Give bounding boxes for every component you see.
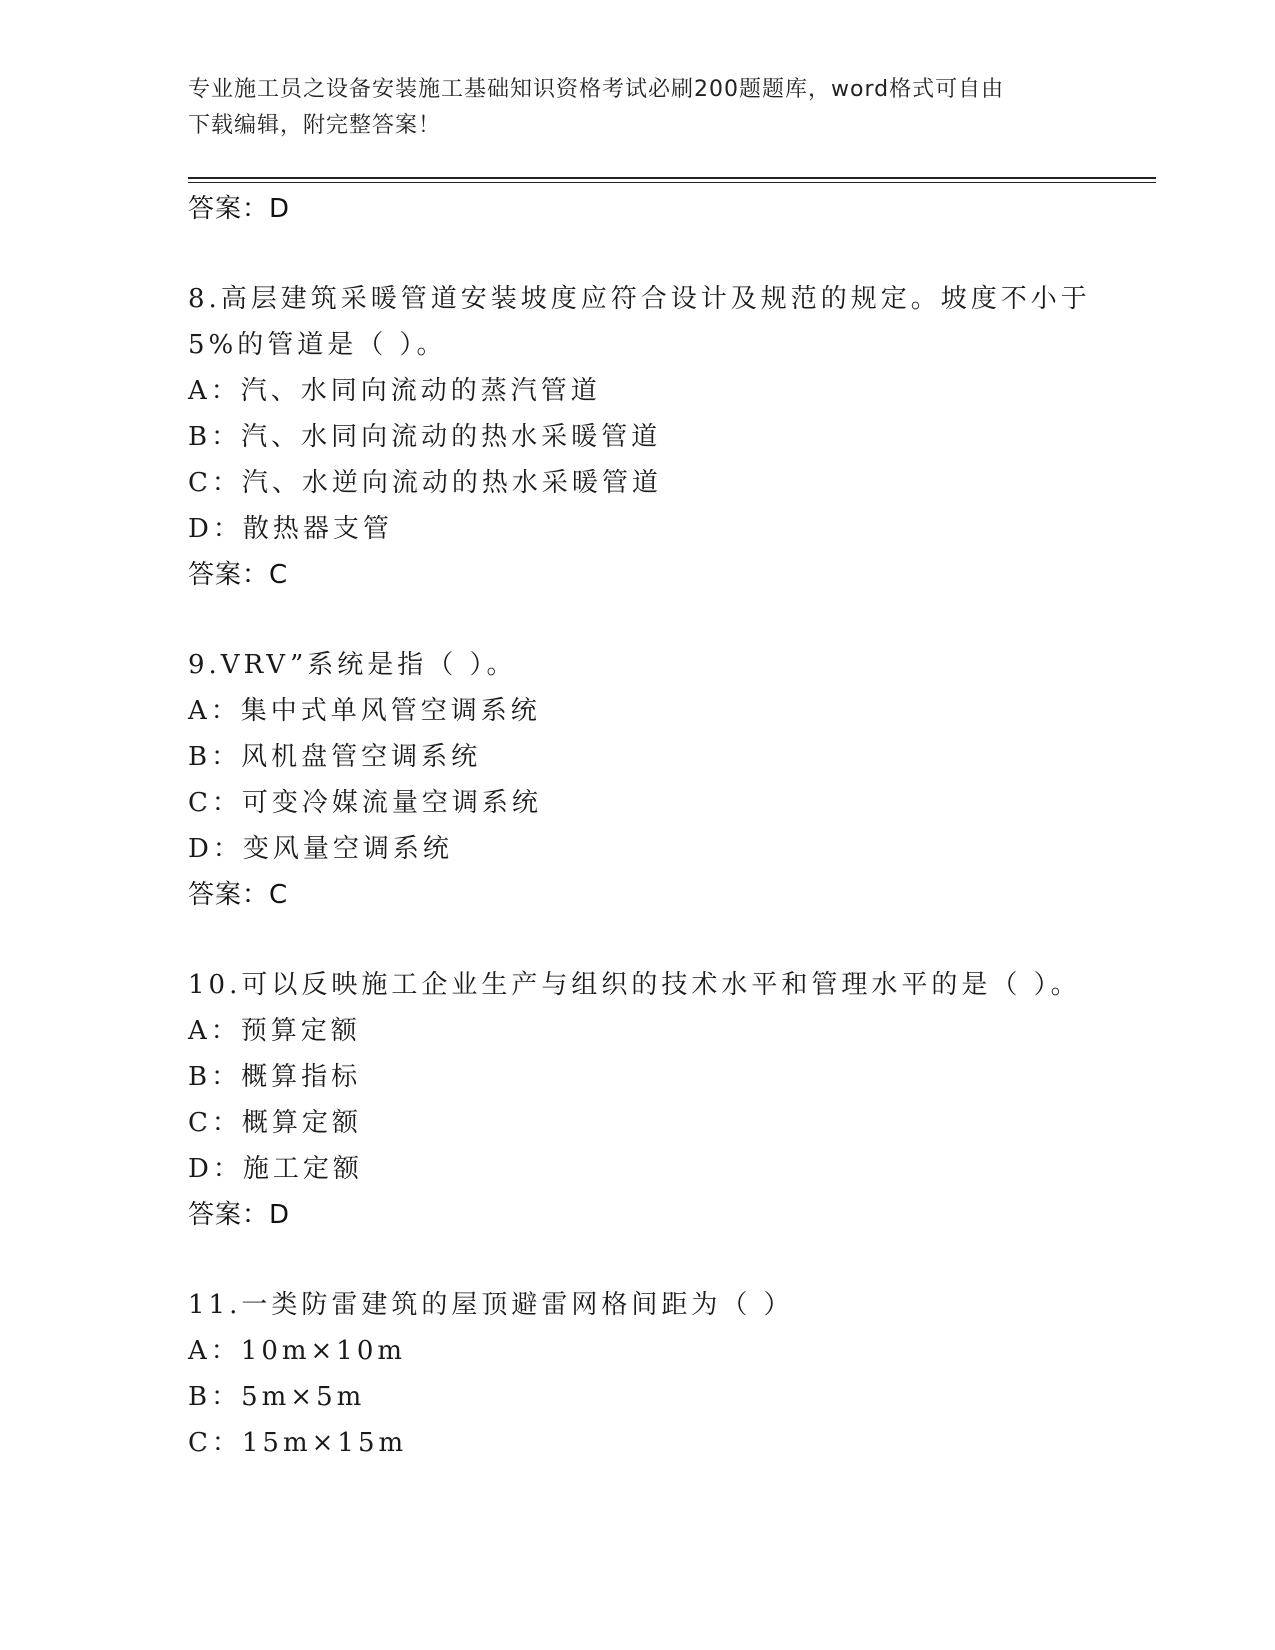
previous-answer: 答案：D	[188, 194, 291, 224]
question-block-8	[188, 276, 1148, 598]
option-11-c: C：15m×15m	[188, 1428, 408, 1458]
question-stem-10: 10.可以反映施工企业生产与组织的技术水平和管理水平的是（ ）。	[188, 970, 1081, 1000]
question-list	[188, 186, 1148, 1466]
question-stem-8-line-2: 5%的管道是（ ）。	[188, 330, 447, 360]
spacer	[188, 232, 1148, 276]
question-stem-11: 11.一类防雷建筑的屋顶避雷网格间距为（ ）	[188, 1290, 794, 1320]
question-block-11	[188, 1282, 1148, 1466]
option-8-a: A：汽、水同向流动的蒸汽管道	[188, 376, 601, 406]
header-line-1: 专业施工员之设备安装施工基础知识资格考试必刷200题题库，word格式可自由	[188, 77, 1005, 102]
question-block-10	[188, 962, 1148, 1238]
option-9-d: D：变风量空调系统	[188, 834, 453, 864]
spacer	[188, 1238, 1148, 1282]
option-9-a: A：集中式单风管空调系统	[188, 696, 541, 726]
question-block-9	[188, 642, 1148, 918]
header-divider-thick	[188, 177, 1156, 179]
option-10-c: C：概算定额	[188, 1108, 362, 1138]
document-header	[188, 72, 1088, 144]
option-11-a: A：10m×10m	[188, 1336, 407, 1366]
answer-8: 答案：C	[188, 560, 289, 590]
option-8-c: C：汽、水逆向流动的热水采暖管道	[188, 468, 662, 498]
answer-9: 答案：C	[188, 880, 289, 910]
question-stem-8-line-1: 8.高层建筑采暖管道安装坡度应符合设计及规范的规定。坡度不小于	[188, 284, 1091, 314]
question-stem-9: 9.VRV”系统是指（ ）。	[188, 650, 517, 680]
option-10-d: D：施工定额	[188, 1154, 363, 1184]
option-10-b: B：概算指标	[188, 1062, 362, 1092]
option-11-b: B：5m×5m	[188, 1382, 366, 1412]
spacer	[188, 598, 1148, 642]
option-8-d: D：散热器支管	[188, 514, 393, 544]
spacer	[188, 918, 1148, 962]
option-8-b: B：汽、水同向流动的热水采暖管道	[188, 422, 662, 452]
header-divider-thin	[188, 182, 1156, 183]
option-9-c: C：可变冷媒流量空调系统	[188, 788, 542, 818]
option-10-a: A：预算定额	[188, 1016, 361, 1046]
header-line-2: 下载编辑，附完整答案！	[188, 113, 442, 138]
answer-10: 答案：D	[188, 1200, 291, 1230]
option-9-b: B：风机盘管空调系统	[188, 742, 482, 772]
